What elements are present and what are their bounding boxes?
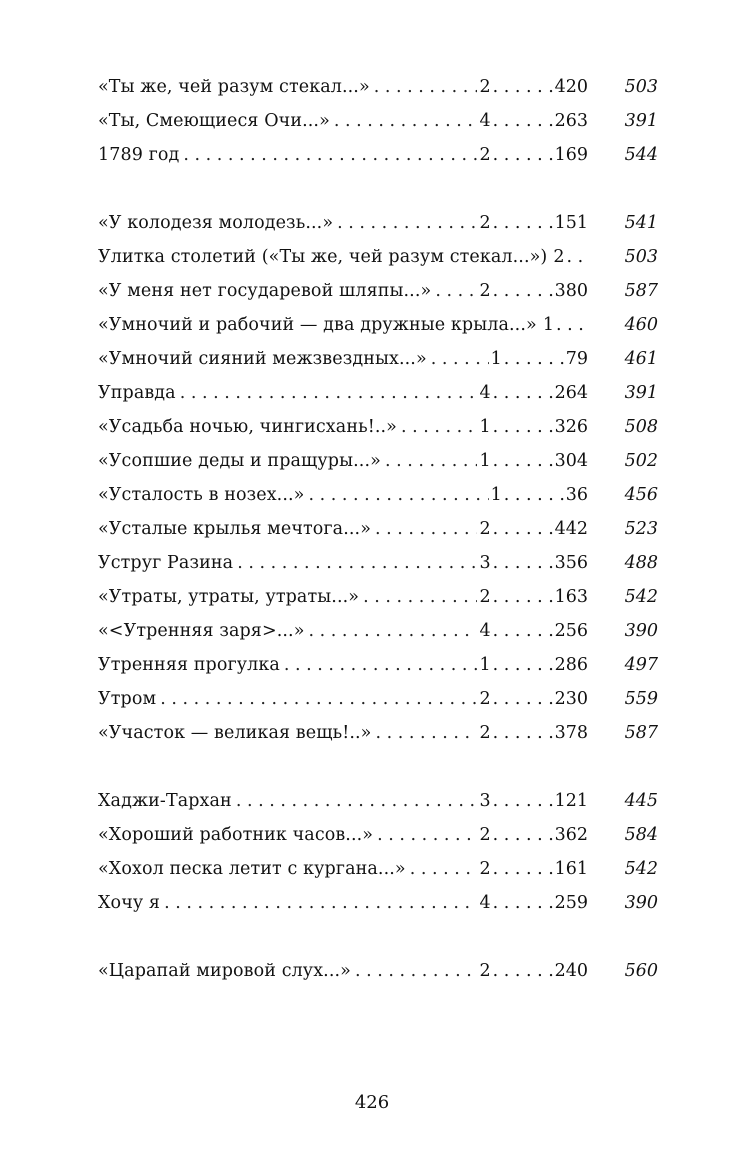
entry-title: Утренняя прогулка bbox=[98, 655, 280, 675]
entry-comment-page: 460 bbox=[624, 315, 658, 335]
entry-page: 256 bbox=[554, 621, 588, 641]
entry-title: «Усталые крылья мечтога...» bbox=[98, 519, 372, 539]
index-entry bbox=[98, 648, 658, 682]
leader-dots bbox=[180, 376, 478, 410]
entry-title: «Утраты, утраты, утраты...» bbox=[98, 587, 360, 607]
index-group bbox=[98, 206, 658, 750]
leader-dots bbox=[493, 954, 553, 988]
entry-title: «Хохол песка летит с кургана...» bbox=[98, 859, 406, 879]
index-entry bbox=[98, 512, 658, 546]
leader-dots bbox=[493, 444, 553, 478]
leader-dots bbox=[334, 104, 478, 138]
entry-title: «Ты, Смеющиеся Очи...» bbox=[98, 111, 330, 131]
entry-comment-page: 488 bbox=[624, 553, 658, 573]
entry-page: 264 bbox=[554, 383, 588, 403]
index-group bbox=[98, 784, 658, 920]
entry-comment-page: 587 bbox=[624, 281, 658, 301]
entry-title: «Усадьба ночью, чингисхань!..» bbox=[98, 417, 397, 437]
entry-comment-page: 559 bbox=[624, 689, 658, 709]
index-group bbox=[98, 70, 658, 172]
entry-title: «Усопшие деды и пращуры...» bbox=[98, 451, 381, 471]
leader-dots bbox=[493, 614, 553, 648]
entry-volume: 2 bbox=[479, 825, 491, 845]
entry-title: «У меня нет государевой шляпы...» bbox=[98, 281, 432, 301]
entry-comment-page: 390 bbox=[624, 893, 658, 913]
entry-title: Управда bbox=[98, 383, 176, 403]
index-entry bbox=[98, 784, 658, 818]
entry-volume: 1 bbox=[542, 315, 554, 335]
leader-dots bbox=[435, 274, 477, 308]
page-number: 426 bbox=[354, 1092, 390, 1113]
leader-dots bbox=[493, 410, 553, 444]
leader-dots bbox=[493, 648, 553, 682]
entry-comment-page: 497 bbox=[624, 655, 658, 675]
leader-dots bbox=[374, 70, 478, 104]
entry-volume: 1 bbox=[490, 485, 502, 505]
entry-volume: 2 bbox=[479, 77, 491, 97]
index-entry bbox=[98, 478, 658, 512]
entry-volume: 4 bbox=[479, 383, 491, 403]
leader-dots bbox=[355, 954, 477, 988]
entry-comment-page: 390 bbox=[624, 621, 658, 641]
entry-volume: 3 bbox=[479, 791, 491, 811]
leader-dots bbox=[556, 308, 588, 342]
index-entry bbox=[98, 954, 658, 988]
leader-dots bbox=[284, 648, 478, 682]
entry-volume: 2 bbox=[479, 145, 491, 165]
entry-title: Хаджи-Тархан bbox=[98, 791, 232, 811]
entry-comment-page: 503 bbox=[624, 77, 658, 97]
leader-dots bbox=[410, 852, 478, 886]
leader-dots bbox=[493, 546, 553, 580]
entry-title: «У колодезя молодезь...» bbox=[98, 213, 334, 233]
leader-dots bbox=[493, 682, 553, 716]
entry-title: Утром bbox=[98, 689, 157, 709]
index-entry bbox=[98, 614, 658, 648]
entry-volume: 1 bbox=[479, 417, 491, 437]
leader-dots bbox=[493, 512, 553, 546]
index-entry bbox=[98, 206, 658, 240]
leader-dots bbox=[493, 206, 553, 240]
entry-comment-page: 560 bbox=[624, 961, 658, 981]
leader-dots bbox=[493, 818, 553, 852]
leader-dots bbox=[385, 444, 478, 478]
entry-title: «Участок — великая вещь!..» bbox=[98, 723, 372, 743]
entry-comment-page: 544 bbox=[624, 145, 658, 165]
entry-page: 380 bbox=[554, 281, 588, 301]
entry-page: 79 bbox=[565, 349, 588, 369]
entry-title: «Царапай мировой слух...» bbox=[98, 961, 351, 981]
entry-page: 420 bbox=[554, 77, 588, 97]
entry-comment-page: 541 bbox=[624, 213, 658, 233]
entry-comment-page: 503 bbox=[624, 247, 658, 267]
leader-dots bbox=[493, 138, 553, 172]
entry-page: 259 bbox=[554, 893, 588, 913]
index-entry bbox=[98, 138, 658, 172]
entry-volume: 2 bbox=[479, 961, 491, 981]
entry-volume: 2 bbox=[479, 587, 491, 607]
entry-title: «Усталость в нозех...» bbox=[98, 485, 305, 505]
entry-comment-page: 508 bbox=[624, 417, 658, 437]
leader-dots bbox=[504, 478, 564, 512]
entry-comment-page: 523 bbox=[624, 519, 658, 539]
leader-dots bbox=[493, 852, 553, 886]
leader-dots bbox=[401, 410, 477, 444]
leader-dots bbox=[493, 580, 553, 614]
index-entry bbox=[98, 682, 658, 716]
entry-page: 151 bbox=[554, 213, 588, 233]
entry-title: Улитка столетий («Ты же, чей разум стекал...») bbox=[98, 247, 548, 267]
index-entry bbox=[98, 818, 658, 852]
entry-comment-page: 445 bbox=[624, 791, 658, 811]
entry-volume: 1 bbox=[479, 451, 491, 471]
entry-page: 286 bbox=[554, 655, 588, 675]
entry-title: «<Утренняя заря>...» bbox=[98, 621, 305, 641]
index-entry bbox=[98, 444, 658, 478]
leader-dots bbox=[160, 682, 477, 716]
entry-title: 1789 год bbox=[98, 145, 180, 165]
entry-volume: 2 bbox=[479, 213, 491, 233]
entry-volume: 2 bbox=[479, 689, 491, 709]
leader-dots bbox=[377, 818, 477, 852]
entry-volume: 2 bbox=[479, 859, 491, 879]
entry-page: 378 bbox=[554, 723, 588, 743]
entry-volume: 4 bbox=[479, 621, 491, 641]
entry-comment-page: 584 bbox=[624, 825, 658, 845]
leader-dots bbox=[493, 716, 553, 750]
entry-volume: 2 bbox=[553, 247, 565, 267]
entry-comment-page: 391 bbox=[624, 383, 658, 403]
index-entry bbox=[98, 104, 658, 138]
index-entry bbox=[98, 410, 658, 444]
entry-volume: 2 bbox=[479, 723, 491, 743]
leader-dots bbox=[363, 580, 477, 614]
entry-volume: 2 bbox=[479, 519, 491, 539]
index-entry bbox=[98, 70, 658, 104]
index-entry bbox=[98, 580, 658, 614]
entry-volume: 4 bbox=[479, 111, 491, 131]
leader-dots bbox=[504, 342, 564, 376]
leader-dots bbox=[308, 478, 488, 512]
index-group bbox=[98, 954, 658, 988]
leader-dots bbox=[431, 342, 489, 376]
leader-dots bbox=[493, 376, 553, 410]
entry-page: 230 bbox=[554, 689, 588, 709]
entry-title: «Умночий и рабочий — два дружные крыла...» bbox=[98, 315, 537, 335]
entry-page: 362 bbox=[554, 825, 588, 845]
leader-dots bbox=[164, 886, 477, 920]
entry-volume: 1 bbox=[479, 655, 491, 675]
leader-dots bbox=[337, 206, 477, 240]
entry-page: 442 bbox=[554, 519, 588, 539]
leader-dots bbox=[236, 784, 478, 818]
entry-page: 121 bbox=[554, 791, 588, 811]
index-entry bbox=[98, 852, 658, 886]
index-entry bbox=[98, 716, 658, 750]
entry-title: Хочу я bbox=[98, 893, 161, 913]
entry-volume: 1 bbox=[490, 349, 502, 369]
leader-dots bbox=[493, 70, 553, 104]
index-entry bbox=[98, 886, 658, 920]
entry-volume: 4 bbox=[479, 893, 491, 913]
entry-title: «Хороший работник часов...» bbox=[98, 825, 374, 845]
entry-page: 356 bbox=[554, 553, 588, 573]
entry-volume: 3 bbox=[479, 553, 491, 573]
index-entry bbox=[98, 376, 658, 410]
leader-dots bbox=[375, 716, 477, 750]
entry-title: Уструг Разина bbox=[98, 553, 234, 573]
entry-volume: 2 bbox=[479, 281, 491, 301]
leader-dots bbox=[493, 784, 553, 818]
entry-page: 36 bbox=[565, 485, 588, 505]
leader-dots bbox=[566, 240, 588, 274]
leader-dots bbox=[237, 546, 477, 580]
entry-page: 240 bbox=[554, 961, 588, 981]
index-entry bbox=[98, 240, 658, 274]
leader-dots bbox=[493, 104, 553, 138]
entry-title: «Умночий сияний межзвездных...» bbox=[98, 349, 427, 369]
leader-dots bbox=[493, 274, 553, 308]
leader-dots bbox=[309, 614, 478, 648]
entry-page: 263 bbox=[554, 111, 588, 131]
index-entry bbox=[98, 274, 658, 308]
leader-dots bbox=[493, 886, 553, 920]
entry-comment-page: 456 bbox=[624, 485, 658, 505]
entry-page: 169 bbox=[554, 145, 588, 165]
entry-comment-page: 542 bbox=[624, 859, 658, 879]
entry-title: «Ты же, чей разум стекал...» bbox=[98, 77, 370, 97]
index-entry bbox=[98, 546, 658, 580]
index-entry bbox=[98, 308, 658, 342]
entry-comment-page: 502 bbox=[624, 451, 658, 471]
entry-page: 326 bbox=[554, 417, 588, 437]
entry-comment-page: 587 bbox=[624, 723, 658, 743]
leader-dots bbox=[183, 138, 477, 172]
index-entry bbox=[98, 342, 658, 376]
entry-page: 304 bbox=[554, 451, 588, 471]
entry-page: 161 bbox=[554, 859, 588, 879]
entry-page: 163 bbox=[554, 587, 588, 607]
entry-comment-page: 542 bbox=[624, 587, 658, 607]
leader-dots bbox=[375, 512, 477, 546]
index-list bbox=[98, 70, 658, 988]
entry-comment-page: 461 bbox=[624, 349, 658, 369]
entry-comment-page: 391 bbox=[624, 111, 658, 131]
